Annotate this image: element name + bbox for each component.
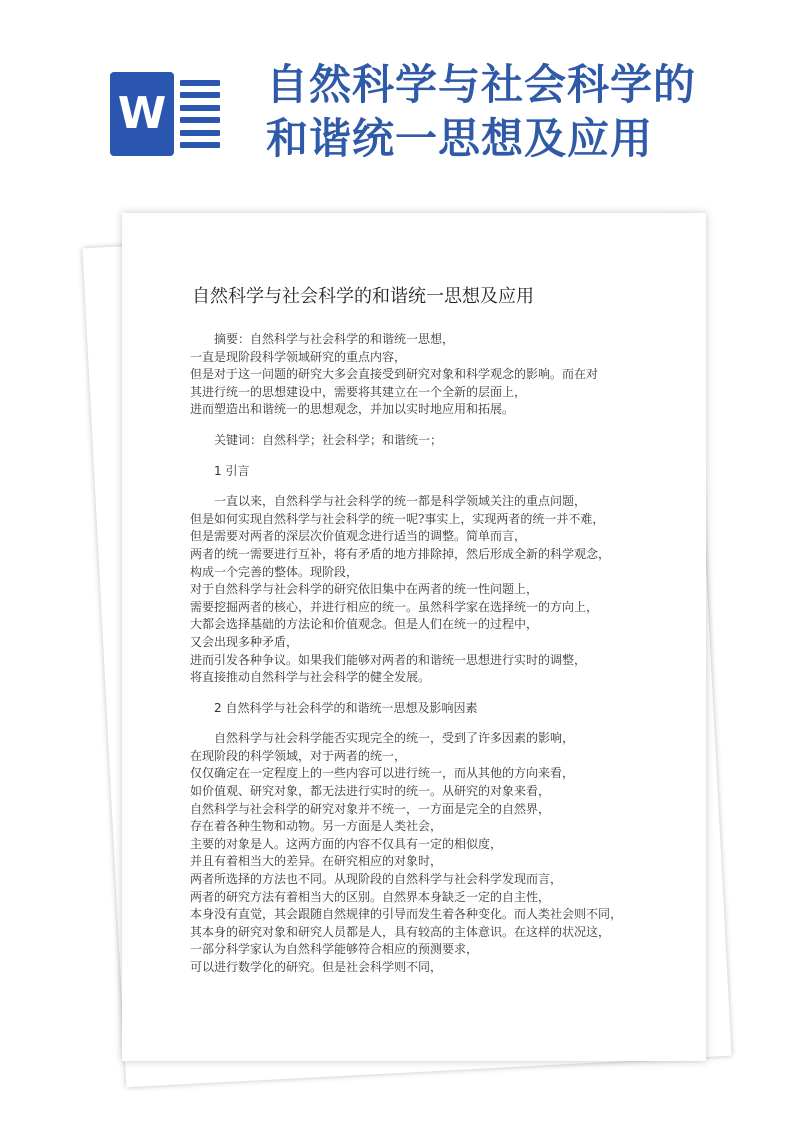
header-title-line-1: 自然科学与社会科学的 <box>266 60 697 109</box>
paragraph-gap <box>190 419 690 432</box>
section-2-line: 可以进行数学化的研究。但是社会科学则不同， <box>190 960 443 974</box>
document-body <box>190 331 690 977</box>
logo-line <box>180 117 220 123</box>
abstract-line: 摘要：自然科学与社会科学的和谐统一思想， <box>214 332 455 346</box>
section-2-line: 存在着各种生物和动物。另一方面是人类社会， <box>190 819 443 834</box>
abstract-line: 但是对于这一问题的研究大多会直接受到研究对象和科学观念的影响。而在对 <box>190 367 599 382</box>
section-1-line: 需要挖掘两者的核心，并进行相应的统一。虽然科学家在选择统一的方向上， <box>190 599 599 614</box>
section-2-line: 如价值观、研究对象，都无法进行实时的统一。从研究的对象来看， <box>190 784 551 799</box>
section-2-line: 一部分科学家认为自然科学能够符合相应的预测要求， <box>190 942 479 957</box>
paragraph-gap <box>190 687 690 700</box>
paragraph-gap <box>190 480 690 493</box>
section-1-line: 一直以来，自然科学与社会科学的统一都是科学领域关注的重点问题， <box>214 494 587 509</box>
section-2-line: 自然科学与社会科学能否实现完全的统一，受到了许多因素的影响， <box>214 731 575 746</box>
section-1-line: 构成一个完善的整体。现阶段， <box>190 564 359 579</box>
header-title-line-2: 和谐统一思想及应用 <box>266 114 654 163</box>
section-2-line: 本身没有直觉，其会跟随自然规律的引导而发生着各种变化。而人类社会则不同， <box>190 907 623 922</box>
word-logo-lines <box>180 80 220 148</box>
paragraph-gap <box>190 450 690 463</box>
section-1-line: 但是需要对两者的深层次价值观念进行适当的调整。简单而言， <box>190 529 527 544</box>
logo-line <box>180 105 220 111</box>
section-2-line: 主要的对象是人。这两方面的内容不仅具有一定的相似度， <box>190 836 503 851</box>
section-1-line: 对于自然科学与社会科学的研究依旧集中在两者的统一性问题上， <box>190 582 539 597</box>
section-1-line: 两者的统一需要进行互补，将有矛盾的地方排除掉，然后形成全新的科学观念， <box>190 546 611 561</box>
abstract-line: 一直是现阶段科学领域研究的重点内容， <box>190 349 407 364</box>
word-logo-letter: W <box>110 72 174 156</box>
paragraph-gap <box>190 717 690 730</box>
section-1-line: 进而引发各种争议。如果我们能够对两者的和谐统一思想进行实时的调整， <box>190 652 587 667</box>
keywords-line: 关键词：自然科学；社会科学；和谐统一； <box>214 432 443 447</box>
header-title <box>266 58 786 166</box>
section-2-line: 自然科学与社会科学的研究对象并不统一，一方面是完全的自然界， <box>190 801 551 816</box>
abstract-line: 进而塑造出和谐统一的思想观念，并加以实时地应用和拓展。 <box>190 402 515 417</box>
header-banner <box>0 0 800 200</box>
section-1-line: 将直接推动自然科学与社会科学的健全发展。 <box>190 670 431 685</box>
section-1-line: 大都会选择基础的方法论和价值观念。但是人们在统一的过程中， <box>190 617 539 632</box>
document-page <box>122 213 706 1061</box>
section-1-heading: 1 引言 <box>214 463 250 478</box>
abstract-line: 其进行统一的思想建设中，需要将其建立在一个全新的层面上， <box>190 384 527 399</box>
section-2-heading: 2 自然科学与社会科学的和谐统一思想及影响因素 <box>214 700 478 715</box>
section-2-line: 其本身的研究对象和研究人员都是人，具有较高的主体意识。在这样的状况这， <box>190 924 611 939</box>
logo-line <box>180 130 220 136</box>
logo-line <box>180 92 220 98</box>
logo-line <box>180 80 220 86</box>
section-2-line: 仅仅确定在一定程度上的一些内容可以进行统一，而从其他的方向来看， <box>190 766 575 781</box>
section-2-line: 并且有着相当大的差异。在研究相应的对象时， <box>190 854 443 869</box>
word-document-icon <box>110 72 228 156</box>
section-2-line: 两者的研究方法有着相当大的区别。自然界本身缺乏一定的自主性， <box>190 889 551 904</box>
section-1-line: 但是如何实现自然科学与社会科学的统一呢?事实上，实现两者的统一并不难， <box>190 511 605 526</box>
logo-line <box>180 142 220 148</box>
section-2-line: 两者所选择的方法也不同。从现阶段的自然科学与社会科学发现而言， <box>190 872 563 887</box>
section-2-line: 在现阶段的科学领域，对于两者的统一， <box>190 748 407 763</box>
section-1-line: 又会出现多种矛盾， <box>190 634 299 649</box>
document-title: 自然科学与社会科学的和谐统一思想及应用 <box>192 286 534 307</box>
